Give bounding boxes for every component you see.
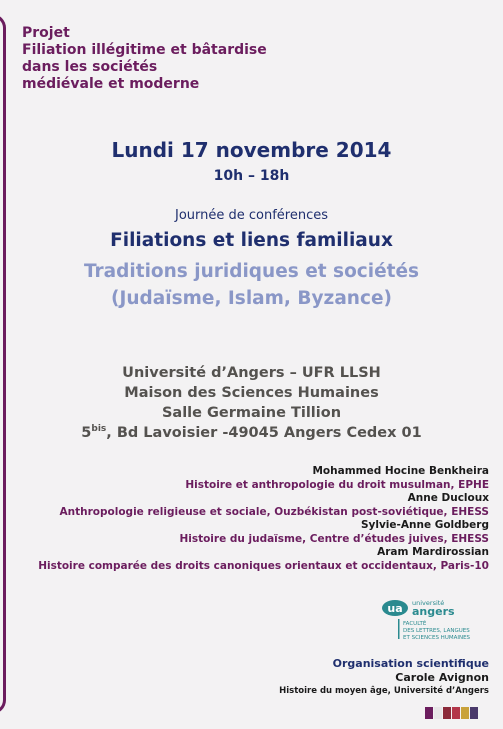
logo-university-top: université xyxy=(412,599,445,607)
logo-divider xyxy=(398,619,400,639)
logo-university-name: angers xyxy=(412,605,455,618)
venue-building: Maison des Sciences Humaines xyxy=(124,385,379,401)
project-line: Projet xyxy=(22,25,70,41)
venue-room: Salle Germaine Tillion xyxy=(161,405,342,421)
address-number: 5 xyxy=(81,425,92,441)
color-bar-segment xyxy=(470,707,478,719)
address-rest: , Bd Lavoisier -49045 Angers Cedex 01 xyxy=(106,425,422,441)
event-title: Filiations et liens familiaux xyxy=(110,230,393,251)
color-bar-segment xyxy=(434,707,442,719)
project-line: dans les sociétés xyxy=(22,59,158,75)
color-bar-segment xyxy=(452,707,460,719)
speaker-affiliation: Histoire et anthropologie du droit musulman, EPHE xyxy=(185,478,489,491)
event-subtitle-line2: (Judaïsme, Islam, Byzance) xyxy=(111,288,392,309)
speaker-name: Anne Ducloux xyxy=(407,492,489,504)
organisation-title: Organisation scientifique xyxy=(332,657,489,670)
speaker-affiliation: Histoire du judaïsme, Centre d’études juives, EHESS xyxy=(179,532,489,545)
organisation-block xyxy=(279,657,489,697)
color-bar-segment xyxy=(425,707,433,719)
event-hours: 10h – 18h xyxy=(213,168,290,184)
speaker-name: Aram Mardirossian xyxy=(377,546,489,558)
event-date: Lundi 17 novembre 2014 xyxy=(111,138,392,162)
university-angers-logo xyxy=(380,598,492,642)
speaker-name: Sylvie-Anne Goldberg xyxy=(360,519,489,531)
event-subtitle-line1: Traditions juridiques et sociétés xyxy=(83,261,420,282)
address-sup: bis xyxy=(91,424,107,435)
speaker-name: Mohammed Hocine Benkheira xyxy=(312,465,489,477)
speakers-list xyxy=(38,465,489,573)
organisation-affiliation: Histoire du moyen âge, Université d’Angers xyxy=(279,686,489,696)
color-bar-segment xyxy=(443,707,451,719)
logo-faculty-line3: ET SCIENCES HUMAINES xyxy=(403,635,471,641)
project-line: Filiation illégitime et bâtardise xyxy=(22,42,267,58)
venue-address xyxy=(0,425,503,441)
event-type: Journée de conférences xyxy=(174,208,329,223)
color-bars xyxy=(425,707,478,719)
project-line: médiévale et moderne xyxy=(22,76,200,92)
venue-university: Université d’Angers – UFR LLSH xyxy=(122,365,381,381)
logo-faculty-line1: FACULTÉ xyxy=(403,621,427,627)
logo-faculty-line2: DES LETTRES, LANGUES xyxy=(403,628,470,634)
speaker-affiliation: Histoire comparée des droits canoniques orientaux et occidentaux, Paris-10 xyxy=(38,559,489,572)
logo-mark: ua xyxy=(387,602,403,615)
decorative-bracket xyxy=(0,14,6,714)
project-title-block xyxy=(22,25,267,93)
organisation-name: Carole Avignon xyxy=(395,671,489,684)
speaker-affiliation: Anthropologie religieuse et sociale, Ouzbékistan post-soviétique, EHESS xyxy=(59,505,489,518)
color-bar-segment xyxy=(461,707,469,719)
